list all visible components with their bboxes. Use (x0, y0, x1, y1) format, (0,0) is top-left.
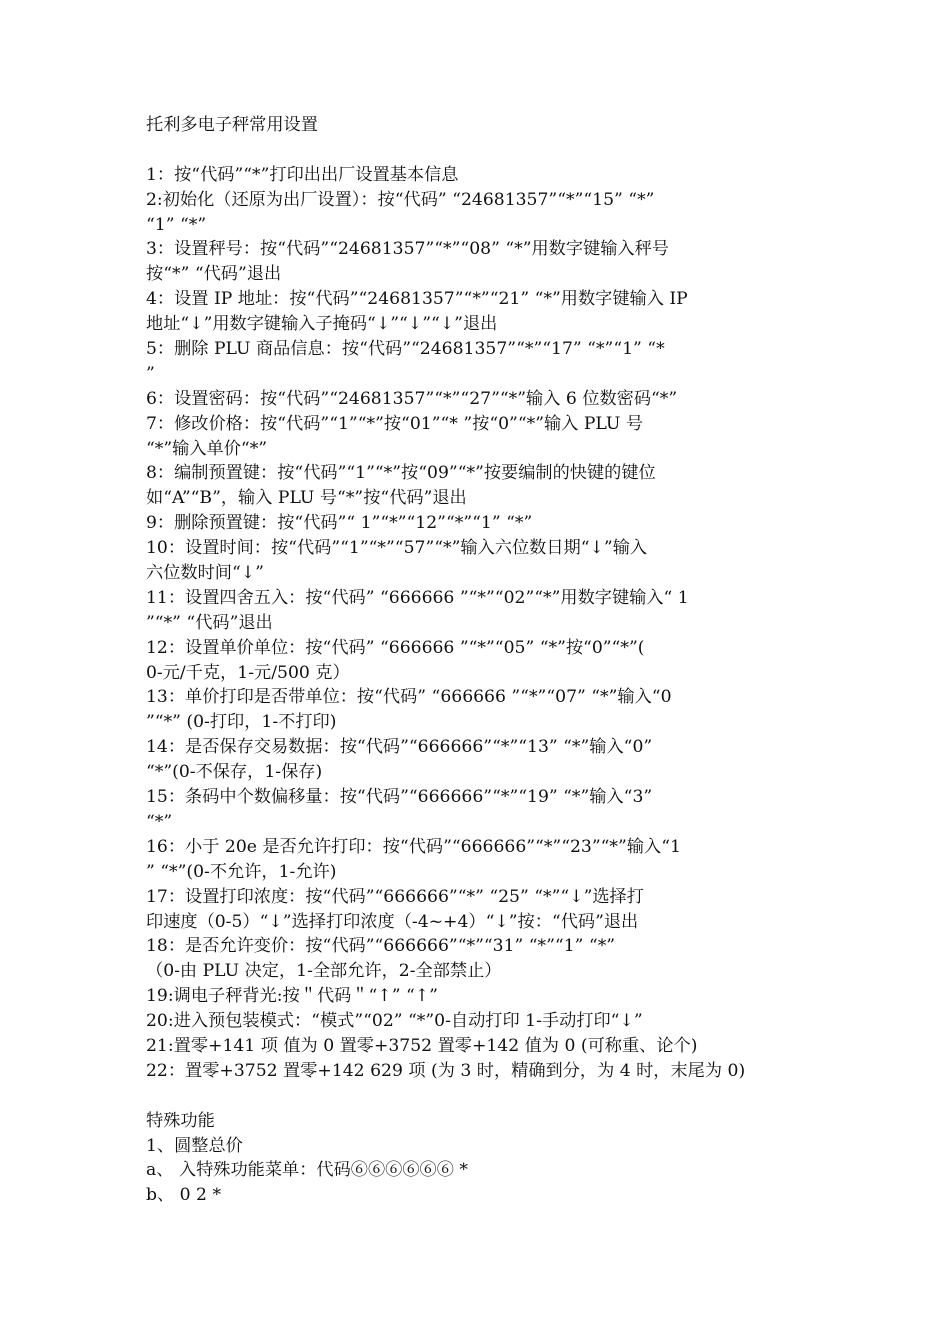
settings-line: 19:调电子秤背光:按＂代码＂“↑” “↑” (146, 986, 438, 1007)
document-title: 托利多电子秤常用设置 (146, 115, 318, 135)
settings-line: “*”(0-不保存，1-保存) (146, 762, 323, 783)
settings-line: ”“*” “代码”退出 (146, 612, 273, 633)
settings-line: 22：置零+3752 置零+142 629 项 (为 3 时，精确到分，为 4 时，末尾为 0) (146, 1060, 746, 1081)
settings-line: 0-元/千克，1-元/500 克） (146, 662, 350, 683)
settings-line: 12：设置单价单位：按“代码” “666666 ”“*”“05” “*”按“0”“*”( (146, 637, 645, 658)
settings-line: “*”输入单价“*” (146, 438, 268, 459)
special-functions-heading: 特殊功能 (146, 1110, 215, 1131)
blank-line (146, 1084, 786, 1109)
settings-line: 4：设置 IP 地址：按“代码”“24681357”“*”“21” “*”用数字键输入 IP (146, 289, 688, 310)
settings-line: 按“*” “代码”退出 (146, 264, 282, 285)
settings-line: 1：按“代码”“*”打印出出厂设置基本信息 (146, 164, 459, 185)
special-item-title: 1、圆整总价 (146, 1135, 243, 1156)
settings-line: 6：设置密码：按“代码”“24681357”“*”“27”“*”输入 6 位数密码“*” (146, 388, 678, 409)
settings-line: 13：单价打印是否带单位：按“代码” “666666 ”“*”“07” “*”输入“0 (146, 687, 672, 708)
settings-line: 如“A”“B”，输入 PLU 号“*”按“代码”退出 (146, 488, 467, 509)
settings-line: 20:进入预包装模式：“模式”“02” “*”0-自动打印 1-手动打印“↓” (146, 1011, 643, 1032)
settings-line: 地址“↓”用数字键输入子掩码“↓”“↓”“↓”退出 (146, 314, 498, 335)
special-step-b: b、 0 2 * (146, 1185, 222, 1206)
settings-line: 7：修改价格：按“代码”“1”“*”按“01”“* ”按“0”“*”输入 PLU 号 (146, 413, 644, 434)
settings-line: 14：是否保存交易数据：按“代码”“666666”“*”“13” “*”输入“0” (146, 737, 653, 758)
settings-line: 3：设置秤号：按“代码”“24681357”“*”“08” “*”用数字键输入秤号 (146, 239, 669, 260)
settings-line: 六位数时间“↓” (146, 563, 264, 584)
settings-line: “*” (146, 811, 173, 832)
blank-line (146, 138, 786, 163)
document-page (146, 113, 786, 1208)
settings-line: 18：是否允许变价：按“代码”“666666”“*”“31” “*”“1” “*” (146, 936, 616, 957)
special-step-a: a、 入特殊功能菜单：代码⑥⑥⑥⑥⑥⑥ * (146, 1160, 468, 1181)
settings-line: 8：编制预置键：按“代码”“1”“*”按“09”“*”按要编制的快键的键位 (146, 463, 656, 484)
settings-line: 17：设置打印浓度：按“代码”“666666”“*” “25” “*”“↓”选择打 (146, 886, 644, 907)
settings-line: ”“*” (0-打印，1-不打印) (146, 712, 337, 733)
special-functions-section (146, 1109, 786, 1209)
settings-line: 5：删除 PLU 商品信息：按“代码”“24681357”“*”“17” “*”“1” “* (146, 339, 665, 360)
settings-line: ” “*”(0-不允许，1-允许) (146, 861, 337, 882)
settings-line: “1” “*” (146, 214, 207, 235)
settings-line: 11：设置四舍五入：按“代码” “666666 ”“*”“02”“*”用数字键输入“ 1 (146, 587, 689, 608)
settings-line: 9：删除预置键：按“代码”“ 1”“*”“12”“*”“1” “*” (146, 513, 533, 534)
settings-line: 21:置零+141 项 值为 0 置零+3752 置零+142 值为 0 (可称重、论个) (146, 1035, 698, 1056)
settings-line: 10：设置时间：按“代码”“1”“*”“57”“*”输入六位数日期“↓”输入 (146, 538, 648, 559)
settings-line: 15：条码中个数偏移量：按“代码”“666666”“*”“19” “*”输入“3” (146, 787, 653, 808)
settings-line: 2:初始化（还原为出厂设置）：按“代码” “24681357”“*”“15” “*” (146, 189, 655, 210)
settings-line: 印速度（0-5）“↓”选择打印浓度（-4~+4）“↓”按：“代码”退出 (146, 911, 639, 932)
settings-line: （0-由 PLU 决定，1-全部允许，2-全部禁止） (146, 961, 502, 982)
settings-list (146, 163, 786, 1084)
settings-line: ” (146, 363, 155, 384)
settings-line: 16：小于 20e 是否允许打印：按“代码”“666666”“*”“23”“*”输入“1 (146, 836, 681, 857)
